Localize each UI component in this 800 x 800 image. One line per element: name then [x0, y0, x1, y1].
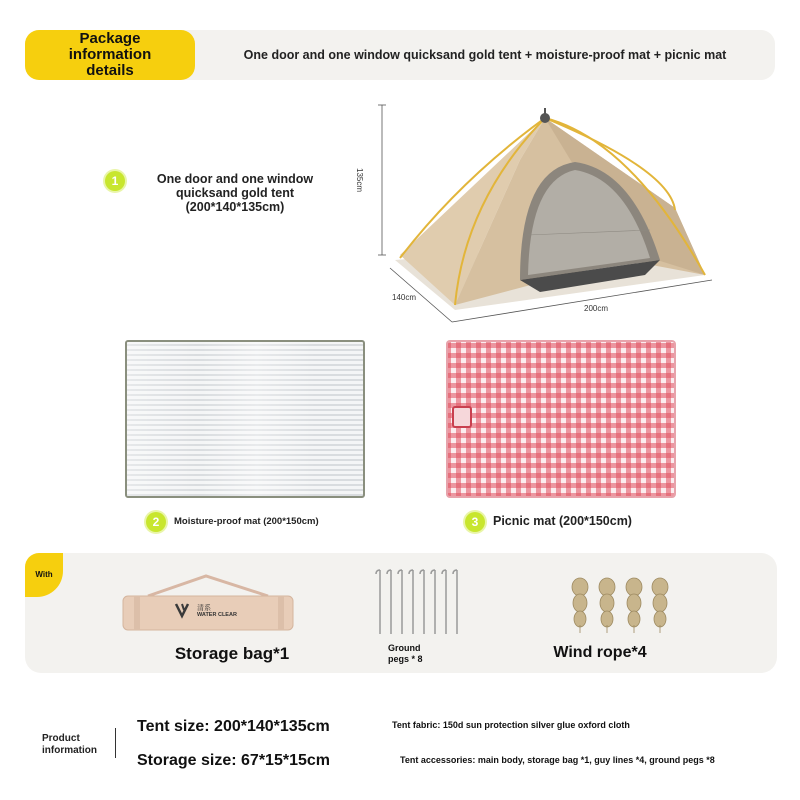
ground-peg-icon [372, 568, 472, 638]
picnic-mat-handle [452, 406, 472, 428]
tent-fabric-spec: Tent fabric: 150d sun protection silver glue oxford cloth [392, 720, 630, 730]
tent-accessories-spec: Tent accessories: main body, storage bag *1, guy lines *4, ground pegs *8 [400, 755, 715, 765]
ground-pegs-label-line2: pegs * 8 [388, 654, 423, 664]
badge-number-icon: 1 [105, 171, 125, 191]
moisture-mat-sheen [127, 342, 363, 496]
tent-label-line1: One door and one window [156, 172, 314, 186]
product-info-title-line2: information [42, 745, 97, 756]
badge-number-icon: 3 [465, 512, 485, 532]
wind-rope-icon [565, 575, 675, 635]
with-tag: With [25, 553, 63, 597]
header-title: Package information details [25, 30, 195, 80]
storage-bag-brand-cn: 清系 [197, 605, 211, 612]
tent-depth-label: 140cm [392, 293, 417, 302]
ground-pegs-label-line1: Ground [388, 643, 421, 653]
badge-number-icon: 2 [146, 512, 166, 532]
storage-bag-brand-en: WATER CLEAR [197, 612, 237, 618]
tent-width-label: 200cm [584, 304, 609, 313]
product-info-divider [115, 728, 116, 758]
storage-size-spec: Storage size: 67*15*15cm [137, 752, 330, 769]
picnic-mat-image [446, 340, 676, 498]
tent-image [370, 100, 720, 330]
moisture-mat-image [125, 340, 365, 498]
tent-size-spec: Tent size: 200*140*135cm [137, 718, 330, 735]
storage-bag-label: Storage bag*1 [174, 644, 290, 663]
ground-pegs-label [388, 643, 438, 665]
tent-label-line2: quicksand gold tent [175, 186, 295, 200]
product-info-title-line1: Product [42, 733, 80, 744]
tent-label [135, 172, 335, 214]
header-description: One door and one window quicksand gold tent + moisture-proof mat + picnic mat [243, 48, 727, 62]
tent-label-line3: (200*140*135cm) [185, 200, 285, 214]
picnic-mat-label: Picnic mat (200*150cm) [493, 514, 632, 528]
moisture-mat-label: Moisture-proof mat (200*150cm) [174, 516, 319, 527]
tent-height-label: 135cm [355, 168, 364, 193]
wind-rope-label: Wind rope*4 [553, 644, 647, 661]
product-info-title [42, 733, 97, 757]
